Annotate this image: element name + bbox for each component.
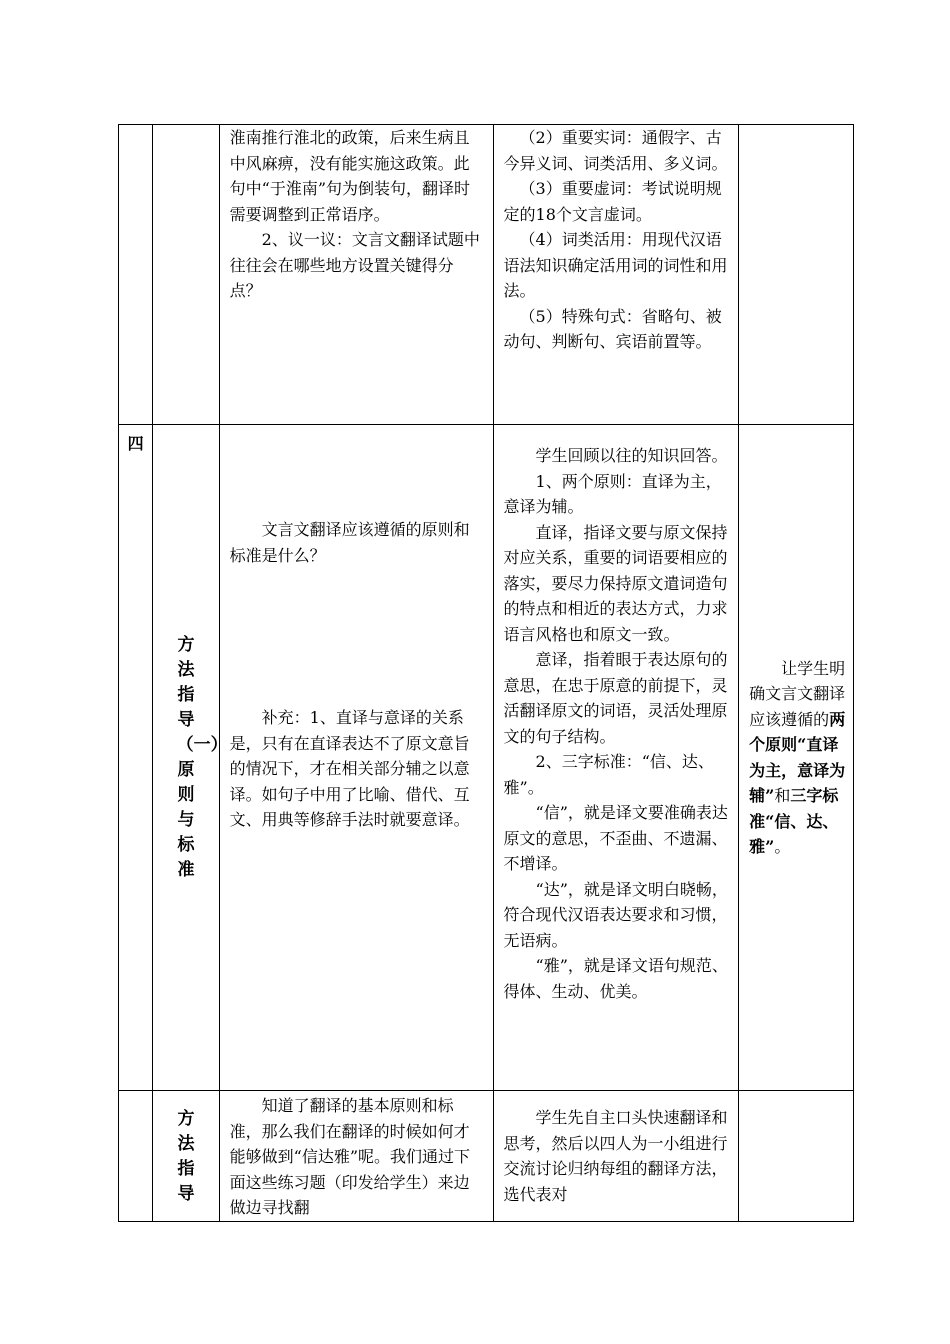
paragraph: 学生回顾以往的知识回答。: [535, 446, 728, 465]
purpose-cell: [739, 425, 854, 1091]
number-cell: [119, 425, 153, 1091]
purpose-text-part: 让学生明确文言文翻译应该遵循的: [749, 658, 846, 729]
paragraph: （4）词类活用：用现代汉语语法知识确定活用词的词性和用法。: [503, 230, 728, 300]
paragraph: “信”，就是译文要准确表达原文的意思，不歪曲、不遗漏、不增译。: [503, 803, 728, 873]
purpose-cell: [739, 125, 854, 425]
table-row: [119, 125, 854, 425]
lesson-plan-table: [118, 124, 854, 1222]
table-row: [119, 425, 854, 1091]
paragraph: 1、两个原则：直译为主，意译为辅。: [503, 471, 722, 516]
section-cell: [153, 425, 228, 1091]
student-activity-cell: [493, 1091, 739, 1222]
teacher-activity-cell: [219, 425, 493, 1091]
paragraph: 知道了翻译的基本原则和标准，那么我们在翻译的时候如何才能够做到“信达雅”呢。我们通过下面这些练习题（印发给学生）来边做边寻找翻: [229, 1096, 471, 1217]
purpose-text-part: 。: [774, 837, 791, 856]
question-text: 文言文翻译应该遵循的原则和标准是什么？: [229, 520, 470, 565]
section-title: 方法指导: [177, 1109, 195, 1204]
purpose-text-part: 和: [774, 786, 791, 805]
paragraph: “达”，就是译文明白晓畅，符合现代汉语表达要求和习惯，无语病。: [503, 879, 728, 950]
paragraph: 2、三字标准：“信、达、雅”。: [503, 752, 714, 797]
supplement-text: 补充：1、直译与意译的关系是，只有在直译表达不了原文意旨的情况下，才在相关部分辅之以意译。如句子中用了比喻、借代、互文、用典等修辞手法时就要意译。: [229, 708, 470, 829]
paragraph: （5）特殊句式：省略句、被动句、判断句、宾语前置等。: [503, 306, 722, 351]
number-cell: [119, 125, 153, 425]
purpose-highlight: 三字标准“信、达、雅”: [749, 786, 839, 856]
teacher-activity-cell: [219, 125, 493, 425]
paragraph: “雅”，就是译文语句规范、得体、生动、优美。: [503, 956, 728, 1001]
section-cell: [153, 125, 219, 425]
section-title: 方法指导（一）原则与标准: [176, 634, 228, 880]
paragraph: （3）重要虚词：考试说明规定的18个文言虚词。: [503, 179, 722, 224]
number-cell: [119, 1091, 153, 1222]
section-number: 四: [127, 434, 144, 453]
paragraph: 意译，指着眼于表达原句的意思，在忠于原意的前提下，灵活翻译原文的词语，灵活处理原文的句子结构。: [503, 650, 728, 746]
table-row: [119, 1091, 854, 1222]
student-activity-cell: [493, 125, 739, 425]
paragraph: 学生先自主口头快速翻译和思考，然后以四人为一小组进行交流讨论归纳每组的翻译方法，选代表对: [503, 1108, 728, 1204]
paragraph: （2）重要实词：通假字、古今异义词、词类活用、多义词。: [503, 128, 728, 173]
paragraph: 淮南推行淮北的政策，后来生病且中风麻痹，没有能实施这政策。此句中“于淮南”句为倒装句，翻译时需要调整到正常语序。: [229, 128, 471, 224]
student-activity-cell: [493, 425, 739, 1091]
purpose-cell: [739, 1091, 854, 1222]
purpose-text: [749, 656, 847, 860]
teacher-activity-cell: [219, 1091, 493, 1222]
paragraph: 直译，指译文要与原文保持对应关系，重要的词语要相应的落实，要尽力保持原文遣词造句的特点和相近的表达方式，力求语言风格也和原文一致。: [503, 522, 728, 644]
purpose-highlight: 两个原则“直译为主，意译为辅”: [749, 709, 846, 805]
paragraph: 2、议一议：文言文翻译试题中往往会在哪些地方设置关键得分点？: [229, 230, 480, 300]
section-cell: [153, 1091, 219, 1222]
